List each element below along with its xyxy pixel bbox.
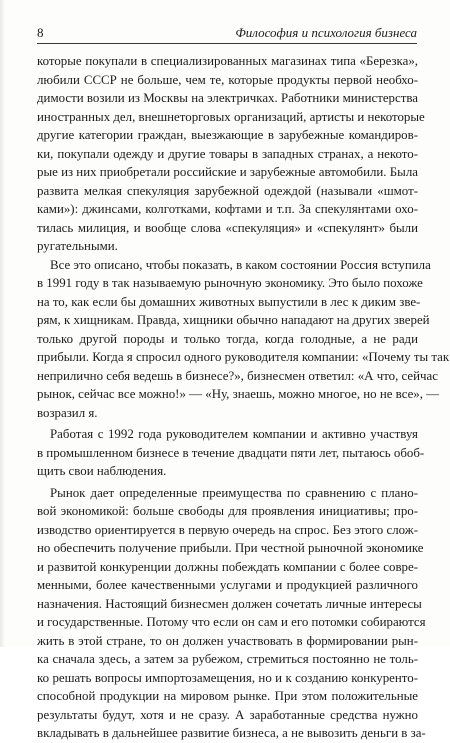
text-line: на то, как если бы домашних животных выпустили в лес к диким зве- <box>37 294 421 309</box>
paragraph <box>37 256 450 423</box>
text-line: жить в этой стране, то он должен участвовать в формировании рын- <box>37 633 418 648</box>
text-line: прибыли. Когда я спросил одного руководителя компании: «Почему ты так <box>37 350 450 364</box>
text-line: назначения. Настоящий бизнесмен должен сочетать личные интересы <box>37 596 422 611</box>
header-rule <box>37 43 417 44</box>
text-line: и развитой конкуренции должны побеждать компании с более совре- <box>37 559 418 574</box>
text-line: рынок, сейчас все можно!» — «Ну, знаешь, можно многое, но не все», — <box>37 387 440 401</box>
text-line: Работая с 1992 года руководителем компании и активно участвуя <box>50 427 418 441</box>
text-line: возразил я. <box>37 405 98 420</box>
paragraph <box>37 484 426 743</box>
text-line: ки, покупали одежду и другие товары в западных странах, а некото- <box>37 146 418 161</box>
paragraph <box>37 425 425 481</box>
text-line: результаты будут, хотя и не сразу. А заработанные средства нужно <box>37 707 418 722</box>
text-line: вкладывать в дальнейшее развитие бизнеса, а не вывозить деньги в за- <box>37 726 426 740</box>
text-line: иностранных дел, внешнеторговых организаций, артисты и некоторые <box>37 109 425 124</box>
text-line: ругательными. <box>37 239 118 253</box>
text-line: любили СССР не больше, чем те, которые продукты первой необхо- <box>37 72 418 87</box>
text-line: димости возили из Москвы на электричках. Работники министерства <box>37 91 418 105</box>
text-line: способной продукции на мировом рынке. При этом положительные <box>37 689 418 703</box>
text-line: вой экономикой: больше свободы для проявления инициативы; про- <box>37 504 418 518</box>
running-header-title: Философия и психология бизнеса <box>235 25 417 40</box>
text-line: но обеспечить получение прибыли. При честной рыночной экономике <box>37 541 424 555</box>
text-line: и государственные. Потому что если он сам и его потомки собираются <box>37 615 426 629</box>
text-line: ка сначала здесь, а затем за рубежом, стремиться постоянно не толь- <box>37 652 418 666</box>
body-text <box>37 52 450 743</box>
text-line: менными, более качественными услугами и продукцией различного <box>37 578 418 592</box>
paragraph <box>37 52 425 256</box>
text-line: рые из них приобретали российские и зарубежные автомобили. Была <box>37 165 418 179</box>
page-number: 8 <box>37 25 44 40</box>
text-line: только другой породы и только тогда, когда голодные, а не ради <box>37 331 418 346</box>
text-line: в промышленном бизнесе в течение двадцати пяти лет, пытаюсь обоб- <box>37 445 425 460</box>
text-line: щить свои наблюдения. <box>37 464 167 478</box>
text-line: ками»): джинсами, колготками, кофтами и т.п. За спекулянтами охо- <box>37 202 418 216</box>
text-line: неприлично себя ведешь в бизнесе?», бизнесмен ответил: «А что, сейчас <box>37 368 438 383</box>
text-line: рям, к хищникам. Правда, хищники обычно нападают на других зверей <box>37 313 430 327</box>
running-header <box>37 24 417 41</box>
text-line: которые покупали в специализированных магазинах типа «Березка», <box>37 54 418 68</box>
text-line: изводство ориентируется в первую очередь на спрос. Без этого слож- <box>37 522 418 537</box>
text-line: Рынок дает определенные преимущества по сравнению с плано- <box>50 485 418 500</box>
text-line: тилась милиция, и вообще слова «спекуляция» и «спекулянт» были <box>37 220 418 235</box>
text-line: другие категории граждан, выезжающие в зарубежные командиров- <box>37 128 418 142</box>
page-edge-shadow <box>0 0 5 647</box>
text-line: развита мелкая спекуляция зарубежной одеждой (называли «шмот- <box>37 183 418 198</box>
text-line: в 1991 году в так называемую рыночную экономику. Это было похоже <box>37 276 423 290</box>
text-line: Все это описано, чтобы показать, в каком состоянии Россия вступила <box>50 257 431 272</box>
text-line: ко решать вопросы импортозамещения, но и к созданию конкуренто- <box>37 670 418 685</box>
